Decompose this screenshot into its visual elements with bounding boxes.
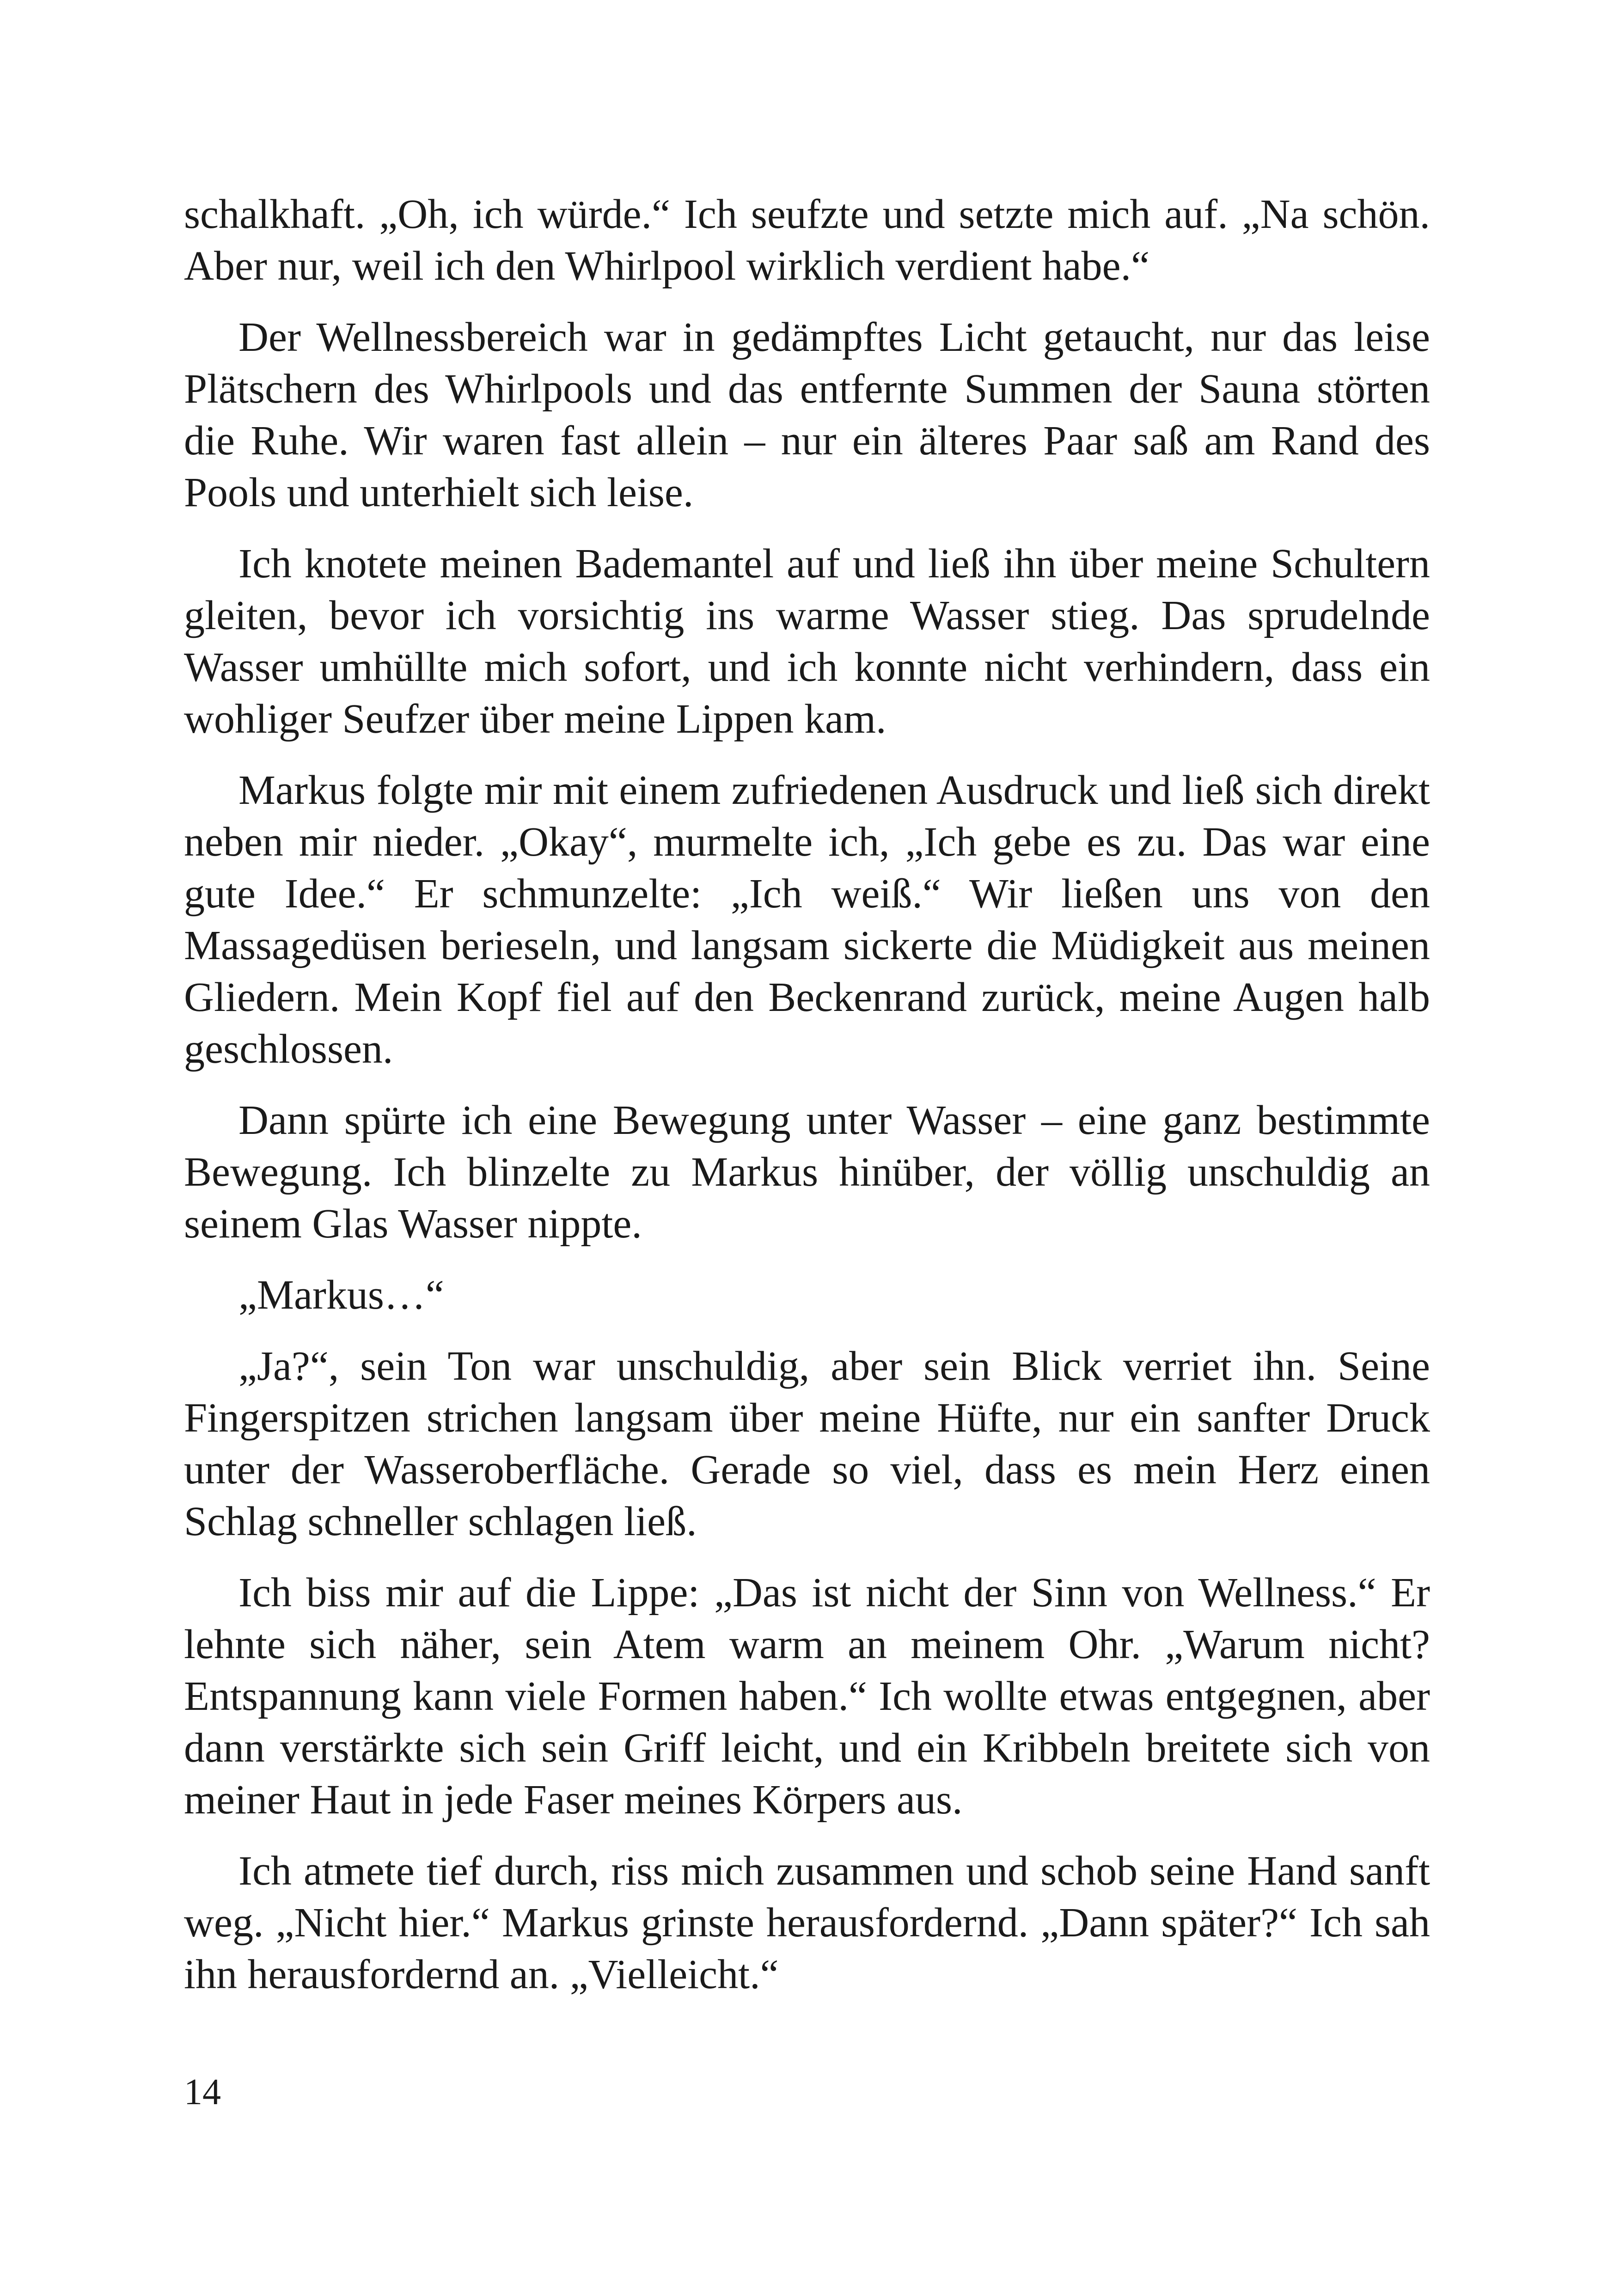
paragraph: Ich biss mir auf die Lippe: „Das ist nicht der Sinn von Wellness.“ Er lehnte sich näher, sein Atem warm an meinem Ohr. „Warum nicht? Entspannung kann viele Formen haben.“ Ich wollte etwas entgegnen, aber dann verstärkte sich sein Griff leicht, und ein Kribbeln breitete sich von meiner Haut in jede Faser meines Körpers aus. xyxy=(184,1570,1430,1823)
paragraph: Markus folgte mir mit einem zufriedenen Ausdruck und ließ sich direkt neben mir nieder. „Okay“, murmelte ich, „Ich gebe es zu. Das war eine gute Idee.“ Er schmunzelte: „Ich weiß.“ Wir ließen uns von den Massagedüsen berieseln, und langsam sickerte die Müdigkeit aus meinen Gliedern. Mein Kopf fiel auf den Beckenrand zurück, meine Augen halb geschlossen. xyxy=(184,767,1430,1072)
paragraph: Ich knotete meinen Bademantel auf und ließ ihn über meine Schultern gleiten, bevor ich vorsichtig ins warme Wasser stieg. Das sprudelnde Wasser umhüllte mich sofort, und ich konnte nicht verhindern, dass ein wohliger Seufzer über meine Lippen kam. xyxy=(184,541,1430,742)
body-text xyxy=(184,189,1430,2020)
paragraph: Ich atmete tief durch, riss mich zusammen und schob seine Hand sanft weg. „Nicht hier.“ Markus grinste herausfordernd. „Dann später?“ Ich sah ihn herausfordernd an. „Vielleicht.“ xyxy=(184,1848,1430,1997)
page-number: 14 xyxy=(184,2072,221,2112)
paragraph: schalkhaft. „Oh, ich würde.“ Ich seufzte und setzte mich auf. „Na schön. Aber nur, weil ich den Whirlpool wirklich verdient habe.“ xyxy=(184,191,1430,289)
paragraph: „Markus…“ xyxy=(238,1272,444,1318)
paragraph: „Ja?“, sein Ton war unschuldig, aber sein Blick verriet ihn. Seine Fingerspitzen strichen langsam über meine Hüfte, nur ein sanfter Druck unter der Wasseroberfläche. Gerade so viel, dass es mein Herz einen Schlag schneller schlagen ließ. xyxy=(184,1343,1430,1544)
paragraph: Dann spürte ich eine Bewegung unter Wasser – eine ganz bestimmte Bewegung. Ich blinzelte zu Markus hinüber, der völlig unschuldig an seinem Glas Wasser nippte. xyxy=(184,1097,1430,1247)
paragraph: Der Wellnessbereich war in gedämpftes Licht getaucht, nur das leise Plätschern des Whirlpools und das entfernte Summen der Sauna störten die Ruhe. Wir waren fast allein – nur ein älteres Paar saß am Rand des Pools und unterhielt sich leise. xyxy=(184,314,1430,515)
